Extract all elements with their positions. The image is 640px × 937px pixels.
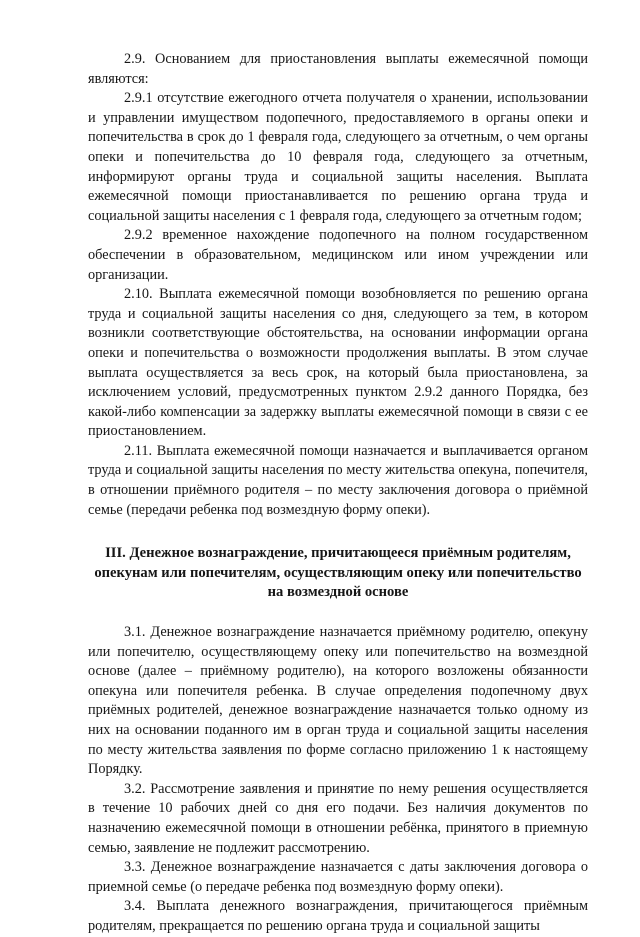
paragraph-3-2: 3.2. Рассмотрение заявления и принятие по нему решения осуществляется в течение 10 рабочих дней со дня его подачи. Без наличия документов по назначению ежемесячной помощи в отношении ребёнка, принятого в приемную семью, заявление не подлежит рассмотрению. [88,780,588,856]
paragraph-3-3: 3.3. Денежное вознаграждение назначается с даты заключения договора о приемной семье (о передаче ребенка под возмездную форму опеки). [88,859,588,895]
paragraph-2-9-2: 2.9.2 временное нахождение подопечного на полном государственном обеспечении в образовательном, медицинском или ином учреждении или организации. [88,227,588,283]
paragraph-2-10: 2.10. Выплата ежемесячной помощи возобновляется по решению органа труда и социальной защиты населения со дня, следующего за тем, в котором возникли соответствующие обстоятельства, на основании информации органа опеки и попечительства о возможности продолжения выплаты. В этом случае выплата осуществляется за весь срок, на который была приостановлена, за исключением условий, предусмотренных пунктом 2.9.2 данного Порядка, без какой-либо компенсации за задержку выплаты ежемесячной помощи в связи с ее приостановлением. [88,286,588,440]
section-heading-line-3: на возмездной основе [267,584,409,601]
section-heading [88,544,588,603]
section-heading-line-1: III. Денежное вознаграждение, причитающееся приёмным родителям, [105,545,571,562]
paragraph-3-1: 3.1. Денежное вознаграждение назначается приёмному родителю, опекуну или попечителю, осуществляющему опеку или попечительство на возмездной основе (далее – приёмному родителю), на которого возложены обязанности опекуна или попечителя ребенка. В случае определения подопечному двух приёмных родителей, денежное вознаграждение назначается только одному из них на основании поданного им в орган труда и социальной защиты населения по месту жительства заявления по форме согласно приложению 1 к настоящему Порядку. [88,624,588,778]
paragraph-2-9-1: 2.9.1 отсутствие ежегодного отчета получателя о хранении, использовании и управлении имуществом подопечного, предоставляемого в органы опеки и попечительства в срок до 1 февраля года, следующего за отчетным, о чем органы опеки и попечительства до 10 февраля года, следующего за отчетным, информируют органы труда и социальной защиты населения. Выплата ежемесячной помощи приостанавливается по решению органа труда и социальной защиты населения с 1 февраля года, следующего за отчетным годом; [88,90,588,224]
paragraph-2-9: 2.9. Основанием для приостановления выплаты ежемесячной помощи являются: [88,51,588,87]
section-heading-line-2: опекунам или попечителям, осуществляющим опеку или попечительство [94,564,582,581]
paragraph-3-4: 3.4. Выплата денежного вознаграждения, причитающегося приёмным родителям, прекращается по решению органа труда и социальной защиты [88,898,588,934]
document-page [88,50,588,937]
paragraph-2-11: 2.11. Выплата ежемесячной помощи назначается и выплачивается органом труда и социальной защиты населения по месту жительства опекуна, попечителя, в отношении приёмного родителя – по месту заключения договора о приёмной семье (передачи ребенка под возмездную форму опеки). [88,442,588,518]
